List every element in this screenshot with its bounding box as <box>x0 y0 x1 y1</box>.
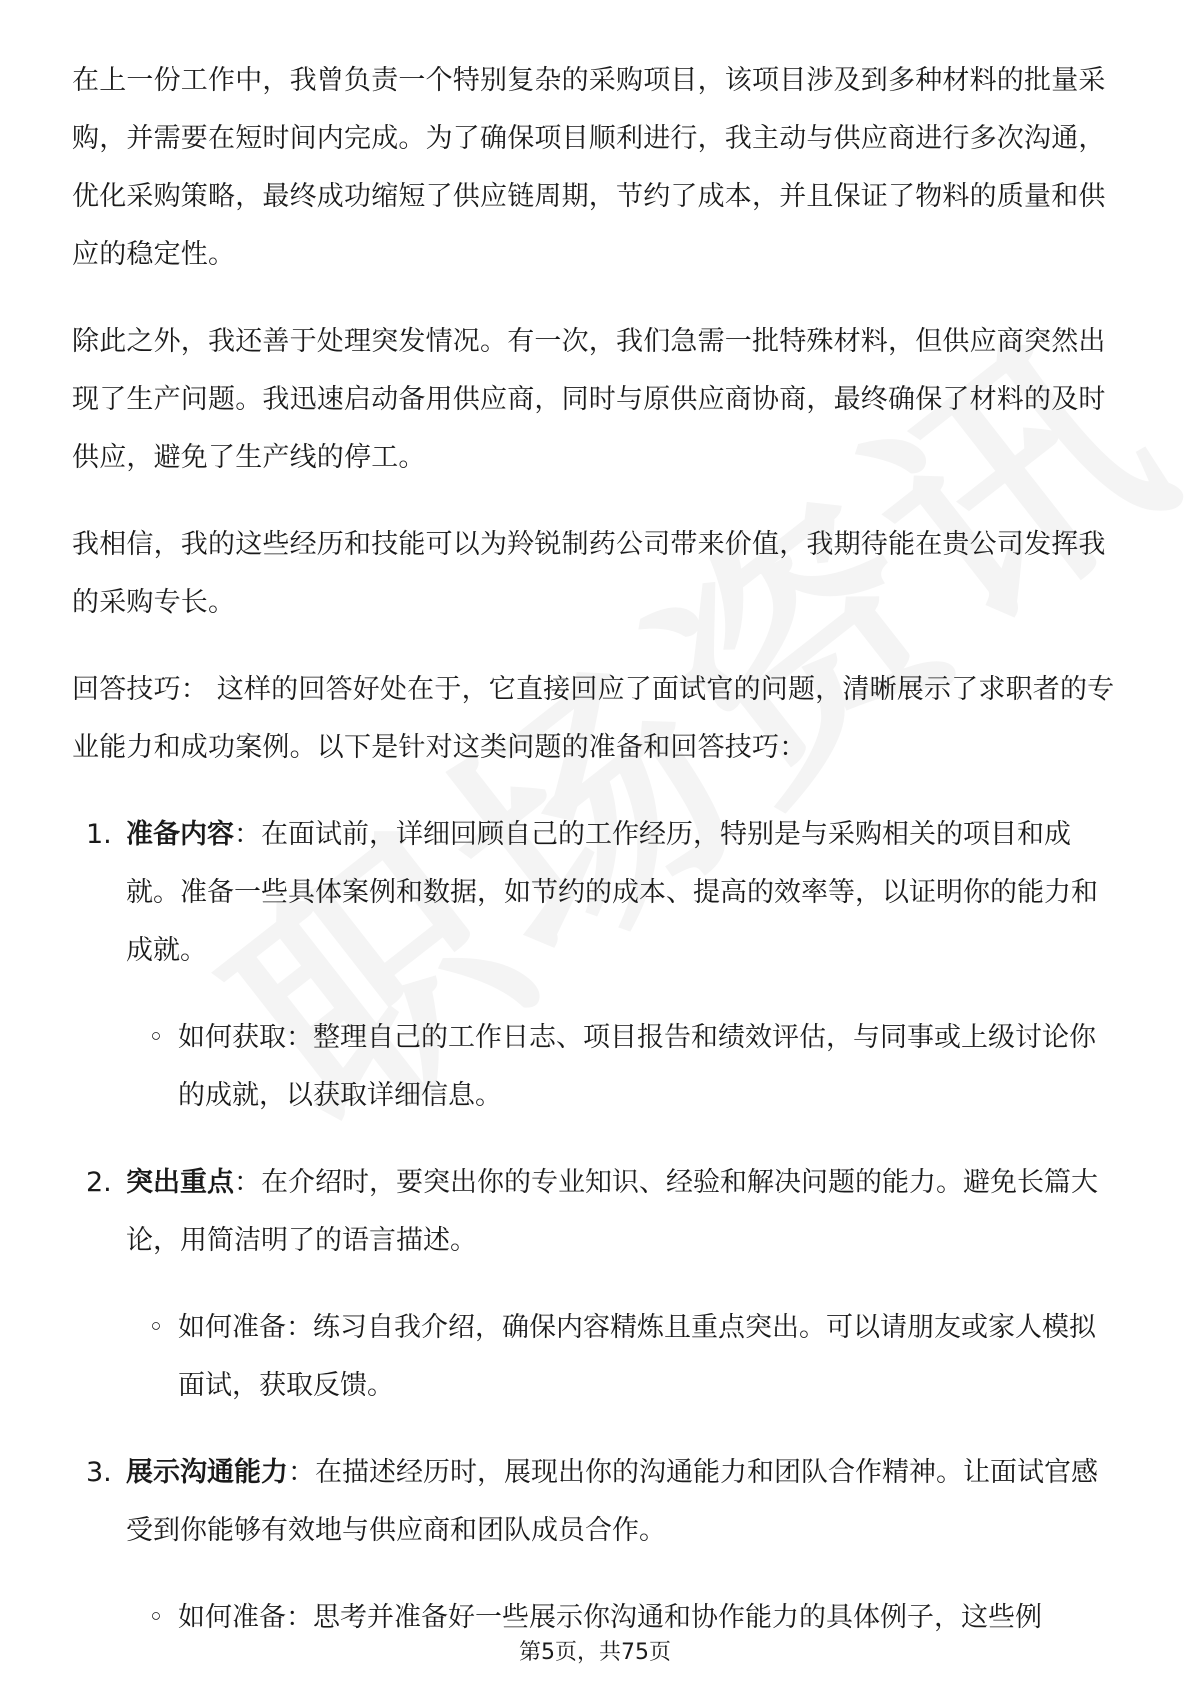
list-item-text <box>126 1444 1122 1560</box>
bullet-icon: ◦ <box>148 1022 164 1053</box>
list-item-text <box>126 806 1122 980</box>
sub-list-item <box>126 1009 1122 1125</box>
list-item-text <box>126 1154 1122 1270</box>
sub-list-item-text: 如何获取：整理自己的工作日志、项目报告和绩效评估，与同事或上级讨论你的成就，以获取详细信息。 <box>178 1022 1096 1111</box>
sub-list-item-text: 如何准备：思考并准备好一些展示你沟通和协作能力的具体例子，这些例 <box>178 1602 1042 1633</box>
list-item-body: ：在介绍时，要突出你的专业知识、经验和解决问题的能力。避免长篇大论，用简洁明了的语言描述。 <box>126 1167 1098 1256</box>
paragraph-1: 在上一份工作中，我曾负责一个特别复杂的采购项目，该项目涉及到多种材料的批量采购，并需要在短时间内完成。为了确保项目顺利进行，我主动与供应商进行多次沟通，优化采购策略，最终成功缩短了供应链周期，节约了成本，并且保证了物料的质量和供应的稳定性。 <box>72 65 1106 270</box>
sub-list-item <box>126 1299 1122 1415</box>
list-item-body: ：在面试前，详细回顾自己的工作经历，特别是与采购相关的项目和成就。准备一些具体案例和数据，如节约的成本、提高的效率等，以证明你的能力和成就。 <box>126 819 1098 966</box>
tips-list <box>72 806 1122 1647</box>
list-number: 1. <box>86 819 112 850</box>
list-number: 3. <box>86 1457 112 1488</box>
bullet-icon: ◦ <box>148 1602 164 1633</box>
list-item <box>72 1444 1122 1647</box>
list-number: 2. <box>86 1167 112 1198</box>
paragraph-2: 除此之外，我还善于处理突发情况。有一次，我们急需一批特殊材料，但供应商突然出现了生产问题。我迅速启动备用供应商，同时与原供应商协商，最终确保了材料的及时供应，避免了生产线的停工。 <box>72 326 1106 473</box>
sub-list-item-text: 如何准备：练习自我介绍，确保内容精炼且重点突出。可以请朋友或家人模拟面试，获取反馈。 <box>178 1312 1096 1401</box>
list-item-title: 展示沟通能力 <box>126 1457 288 1488</box>
list-item <box>72 806 1122 1125</box>
paragraph-answer-tips: 回答技巧： 这样的回答好处在于，它直接回应了面试官的问题，清晰展示了求职者的专业能力和成功案例。以下是针对这类问题的准备和回答技巧： <box>72 674 1115 763</box>
list-item <box>72 1154 1122 1415</box>
list-item-title: 突出重点 <box>126 1167 234 1198</box>
page-footer: 第5页，共75页 <box>519 1640 671 1665</box>
list-item-body: ：在描述经历时，展现出你的沟通能力和团队合作精神。让面试官感受到你能够有效地与供应商和团队成员合作。 <box>126 1457 1098 1546</box>
paragraph-3: 我相信，我的这些经历和技能可以为羚锐制药公司带来价值，我期待能在贵公司发挥我的采购专长。 <box>72 529 1106 618</box>
bullet-icon: ◦ <box>148 1312 164 1343</box>
list-item-title: 准备内容 <box>126 819 234 850</box>
document-body <box>72 52 1122 1676</box>
